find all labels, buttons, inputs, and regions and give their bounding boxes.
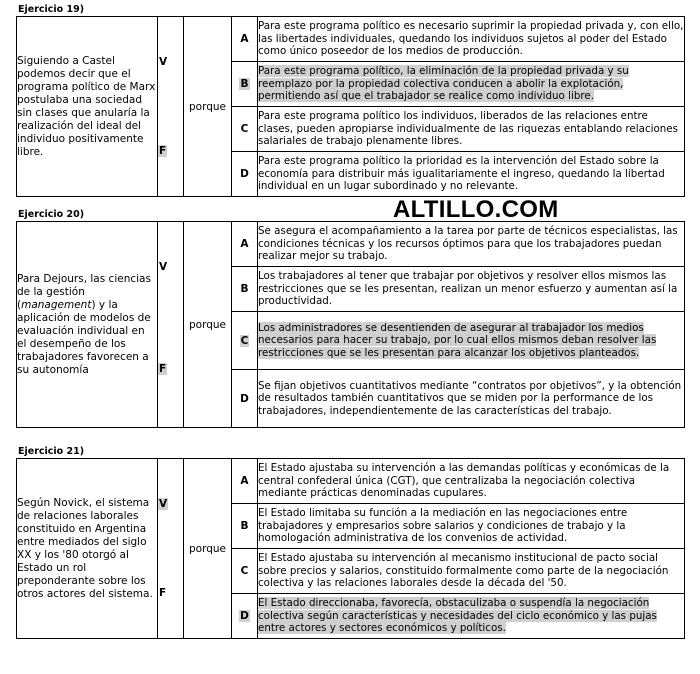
exercise-20-option-a-letter[interactable]: A bbox=[232, 222, 258, 267]
exercise-19-table bbox=[16, 16, 685, 197]
altillo-watermark: ALTILLO.COM bbox=[393, 196, 559, 223]
exercise-21-title: Ejercicio 21) bbox=[18, 446, 85, 457]
exercise-21-table bbox=[16, 458, 685, 639]
exercise-19-statement: Siguiendo a Castel podemos decir que el programa político de Marx postulaba una sociedad sin clases que anularía la realización del ideal del individuo positivamente libre. bbox=[17, 17, 158, 197]
exercise-19-option-c-letter[interactable]: C bbox=[232, 107, 258, 152]
exercise-19-f-option[interactable] bbox=[158, 107, 184, 197]
exercise-20-f-option[interactable] bbox=[158, 312, 184, 428]
exercise-19-option-c[interactable]: Para este programa político los individuos, liberados de las relaciones entre clases, pueden apropiarse individualmente de las riquezas entablando relaciones salariales de trabajo plenamente libres. bbox=[258, 107, 685, 152]
exercise-21-option-d[interactable]: El Estado direccionaba, favorecía, obstaculizaba o suspendía la negociación colectiva según características y necesidades del ciclo económico y las pujas entre actores y sectores económicos y políticos. bbox=[258, 594, 685, 639]
exercise-21-v-label: V bbox=[159, 497, 168, 510]
exercise-21-f-label: F bbox=[159, 587, 167, 600]
exercise-20-option-b-letter[interactable]: B bbox=[232, 267, 258, 312]
exercise-19-f-label: F bbox=[159, 145, 167, 158]
exercise-20-option-d-letter[interactable]: D bbox=[232, 370, 258, 428]
exercise-20-title: Ejercicio 20) bbox=[18, 209, 85, 220]
exercise-19-option-a-letter[interactable]: A bbox=[232, 17, 258, 62]
exercise-20-option-a[interactable]: Se asegura el acompañamiento a la tarea por parte de técnicos especialistas, las condiciones técnicas y los recursos óptimos para que los trabajadores puedan realizar mejor su trabajo. bbox=[258, 222, 685, 267]
exercise-20-v-option[interactable] bbox=[158, 222, 184, 312]
exercise-21-option-b[interactable]: El Estado limitaba su función a la mediación en las negociaciones entre trabajadores y empresarios sobre salarios y condiciones de trabajo y la homologación administrativa de los convenios de actividad. bbox=[258, 504, 685, 549]
exercise-20-option-c-letter[interactable]: C bbox=[232, 312, 258, 370]
exercise-21-option-a-letter[interactable]: A bbox=[232, 459, 258, 504]
exercise-19-option-d[interactable]: Para este programa político la prioridad es la intervención del Estado sobre la economía para distribuir más igualitariamente el ingreso, quedando la libertad individual en un lugar subordinado y no relevante. bbox=[258, 152, 685, 197]
exercise-19-v-label: V bbox=[159, 55, 168, 68]
exercise-20-option-c[interactable]: Los administradores se desentienden de asegurar al trabajador los medios necesarios para hacer su trabajo, por lo cual ellos mismos deban resolver las restricciones que se les presentan para alcanzar los objetivos planteados. bbox=[258, 312, 685, 370]
exercise-21-f-option[interactable] bbox=[158, 549, 184, 639]
exercise-21-statement: Según Novick, el sistema de relaciones laborales constituido en Argentina entre mediados del siglo XX y los '80 otorgó al Estado un rol preponderante sobre los otros actores del sistema. bbox=[17, 459, 158, 639]
exercise-21-porque: porque bbox=[184, 459, 232, 639]
exercise-21-option-c[interactable]: El Estado ajustaba su intervención al mecanismo institucional de pacto social sobre precios y salarios, constituido formalmente como parte de la negociación colectiva y las relaciones laborales desde la década del '50. bbox=[258, 549, 685, 594]
exercise-19-title: Ejercicio 19) bbox=[18, 4, 85, 15]
exercise-19-option-b[interactable]: Para este programa político, la eliminación de la propiedad privada y su reemplazo por la propiedad colectiva conducen a abolir la explotación, permitiendo así que el trabajador se realice como individuo libre. bbox=[258, 62, 685, 107]
exercise-20-f-label: F bbox=[159, 363, 167, 376]
exercise-20-porque: porque bbox=[184, 222, 232, 428]
exercise-21-v-option[interactable] bbox=[158, 459, 184, 549]
exercise-19-option-d-letter[interactable]: D bbox=[232, 152, 258, 197]
exercise-21-option-a[interactable]: El Estado ajustaba su intervención a las demandas políticas y económicas de la central confederal única (CGT), que centralizaba la negociación colectiva mediante prácticas denominadas cupulares. bbox=[258, 459, 685, 504]
exercise-20-v-label: V bbox=[159, 260, 168, 273]
exercise-20-option-b[interactable]: Los trabajadores al tener que trabajar por objetivos y resolver ellos mismos las restricciones que se les presentan, realizan un menor esfuerzo y aumentan así la productividad. bbox=[258, 267, 685, 312]
exercise-21-option-c-letter[interactable]: C bbox=[232, 549, 258, 594]
exercise-19-v-option[interactable] bbox=[158, 17, 184, 107]
exercise-21-option-b-letter[interactable]: B bbox=[232, 504, 258, 549]
exercise-21-option-d-letter[interactable]: D bbox=[232, 594, 258, 639]
exercise-19-option-b-letter[interactable]: B bbox=[232, 62, 258, 107]
exercise-19-porque: porque bbox=[184, 17, 232, 197]
exercise-20-table bbox=[16, 221, 685, 428]
exercise-20-statement: Para Dejours, las ciencias de la gestión (management) y la aplicación de modelos de evaluación individual en el desempeño de los trabajadores favorecen a su autonomía bbox=[17, 222, 158, 428]
exercise-19-option-a[interactable]: Para este programa político es necesario suprimir la propiedad privada y, con ello, las libertades individuales, quedando los individuos sujetos al poder del Estado como único poseedor de los medios de producción. bbox=[258, 17, 685, 62]
exercise-20-option-d[interactable]: Se fijan objetivos cuantitativos mediante “contratos por objetivos”, y la obtención de resultados también cuantitativos que se miden por la performance de los trabajadores, independientemente de las características del trabajo. bbox=[258, 370, 685, 428]
